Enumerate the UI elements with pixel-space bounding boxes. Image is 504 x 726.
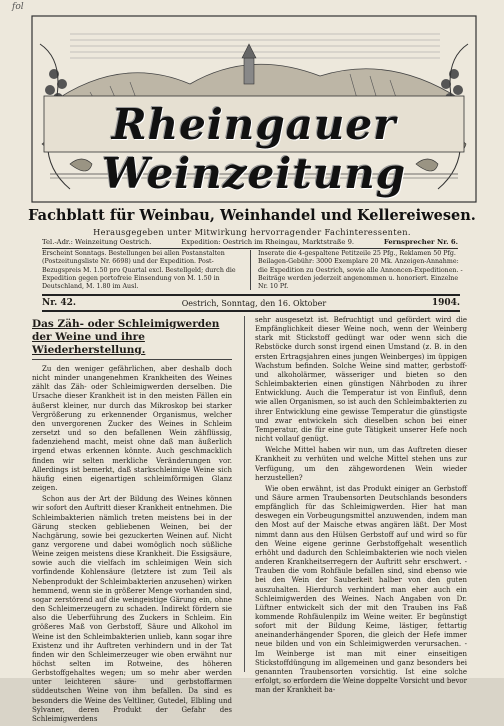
article-paragraph: Welche Mittel haben wir nun, um das Auftreten dieser Krankheit zu verhüten und welche Mittel stehen uns zur Verfügung, um den zähgewordenen Wein wieder herzustellen?: [255, 446, 467, 482]
issue-bar: [42, 294, 460, 312]
ad-divider: [250, 250, 251, 290]
editors-line: Herausgegeben unter Mitwirkung hervorragender Fachinteressenten.: [93, 227, 411, 237]
subtitle: Fachblatt für Weinbau, Weinhandel und Kellereiwesen.: [28, 207, 476, 224]
info-line: [42, 238, 458, 249]
issue-number: Nr. 42.: [42, 298, 77, 308]
article-paragraph: Wie oben erwähnt, ist das Produkt einiger an Gerbstoff und Säure armen Traubensorten Deutschlands besonders empfänglich für das Schleimigwerden. Hier hat man deswegen ein Vorbeugungsmittel anzuwenden, indem man den Most auf der Maische etwas angären läßt. Der Most nimmt dann aus den Hülsen Gerbstoff auf und wird so für den Weine eigene gerinne Gerbstoffgehalt wesentlich erhöht und dadurch den Schleimbakterien wie noch vielen anderen Krankheitserregern der Auftritt sehr erschwert. - Trauben die vom Rohfäule befallen sind, sind ebenso wie bei den Wein der Sauberkeit halber von den guten auszuhalten. Hierdurch verhindert man eher auch ein Schleimigwerden des Weines. Nach Angaben von Dr. Lüftner entwickelt sich der mit den Trauben ins Faß kommende Rohfäulenpilz im Weine weiter. Er begünstigt sofort mit der Bildung Keime, lästiger, fettartig aneinanderhängender Sporen, die gleich der Hefe immer neue bilden und von ein Schleimigwerden verursachen. - Im Weinberge ist man mit einer einseitigen Stickstoffdüngung im allgemeinen und ganz besonders bei genannten Traubensorten vorsichtig. Ist eine solche erfolgt, so erfordern die Weine doppelte Vorsicht und bevor man der Krankheit ba-: [255, 484, 467, 695]
article-paragraph: Zu den weniger gefährlichen, aber deshalb doch nicht minder unangenehmen Krankheiten des Weines zählt das Zäh- oder Schleimigwerden derselben. Die Ursache dieser Krankheit ist in den meisten Fällen ein äußerst kleiner, nur durch das Mikroskop bei starker Vergrößerung zu erkennender Organismus, welcher den unvergorenen Zucker des Weines in Schleim zersetzt und so den befallenen Wein zähflüssig, fadenziehend macht, meist ohne daß man äußerlich irgend etwas erkennen könnte. Auch geschmacklich finden wir selten merkliche Veränderungen vor. Allerdings ist bemerkt, daß starkschleimige Weine sich häufig einen eigenartigen schleimförmigen Glanz zeigen.: [32, 365, 232, 493]
handwritten-note: fol: [12, 2, 24, 12]
expedition-address: Expedition: Oestrich im Rheingau, Marktstraße 9.: [181, 238, 355, 246]
article-paragraph: Schon aus der Art der Bildung des Weines können wir sofort den Auftritt dieser Krankheit entnehmen. Die Schleimbakterien nämlich treten meistens bei in der Gärung stecken gebliebenen Weinen, bei der Nachgärung, sowie bei gezuckerten Weinen auf. Nicht ganz vergorene und dabei womöglich noch süßliche Weine zeigen meistens diese Krankheit. Die Essigsäure, sowie auch die vielfach im schleimigen Wein sich vorfindende Kohlensäure (letztere ist zum Teil als Nebenprodukt der Schleimbakterien anzusehen) wirken hemmend, wenn sie in größerer Menge vorhanden sind, sogar zerstörend auf die weingeistige Gärung ein, ohne den Schleimerzeugern zu schaden. Indirekt fördern sie also die Ueberführung des Zuckers in Schleim. Ein größeres Maß von Gerbstoff, Säure und Alkohol im Weine ist den Schleimbakterien unlieb, kann sogar ihre Existenz und ihr Auftreten verhindern und in der Tat finden wir den Schleimerzeuger wie oben erwähnt nur höchst selten im Rotweine, des höheren Gerbstoffgehaltes wegen; um so mehr aber werden unter leichteren säure- und gerbstoffarmen süddeutschen Weine von ihm befallen. Da sind es besonders die Weine des Veltliner, Gutedel, Elbling und Sylvaner, deren Produkt der Gefahr des Schleimigwerdens: [32, 495, 232, 723]
article-headline: Das Zäh- oder Schleimigwerden der Weine und ihre Wiederherstellung.: [32, 318, 232, 360]
article-column-left: [32, 318, 232, 726]
column-divider: [244, 316, 245, 672]
subscription-info: Erscheint Sonntags. Bestellungen bei allen Postanstalten (Postzeitungsliste Nr. 6698) und der Expedition. Post-Bezugspreis M. 1.50 pro Quartal excl. Bestellgeld; durch die Expedition gegen portofreie Einsendung von M. 1.50 in Deutschland, M. 1.80 im Ausl.: [42, 250, 236, 291]
issue-year: 1904.: [431, 298, 460, 308]
article-paragraph: sehr ausgesetzt ist. Befruchtigt und gefördert wird die Empfänglichkeit dieser Weine noch, wenn der Weinberg stark mit Stickstoff gedüngt war oder wenn sich die Rebstöcke durch sonst irgend einen Umstand (z. B. in den ersten Ertragsjahren eines jungen Weinberges) im üppigen Wachstum befinden. Solche Weine sind matter, gerbstoff- und alkoholärmer, wässeriger und bieten so den Schleimbakterien einen günstigen Nährboden zu ihrer Entwicklung. Auch die Temperatur ist von Einfluß, denn wie allen Organismen, so ist auch den Schleimbakterien zu ihrer Entwicklung eine gewisse Temperatur die günstigste und zwar entwickeln sich dieselben schon bei einer Temperatur, die für eine gute Tätigkeit unserer Hefe noch nicht vollauf genügt.: [255, 316, 467, 444]
advertising-info: Inserate die 4-gespaltene Petitzeile 25 Pfg., Reklamen 50 Pfg. Beilagen-Gebühr: 3000 Exemplare 20 Mk. Anzeigen-Annahme: die Expedition zu Oestrich, sowie alle Annoncen-Expeditionen. - Beiträge werden jederzeit angenommen u. honoriert. Einzelne Nr. 10 Pf.: [258, 250, 463, 291]
masthead: [30, 14, 478, 204]
newspaper-title: Rheingauer Weinzeitung: [101, 100, 407, 198]
phone-number: Fernsprecher Nr. 6.: [383, 238, 458, 246]
article-column-right: [255, 316, 467, 697]
issue-date: Oestrich, Sonntag, den 16. Oktober: [181, 298, 327, 308]
telegram-address: Tel.-Adr.: Weinzeitung Oestrich.: [42, 238, 152, 246]
